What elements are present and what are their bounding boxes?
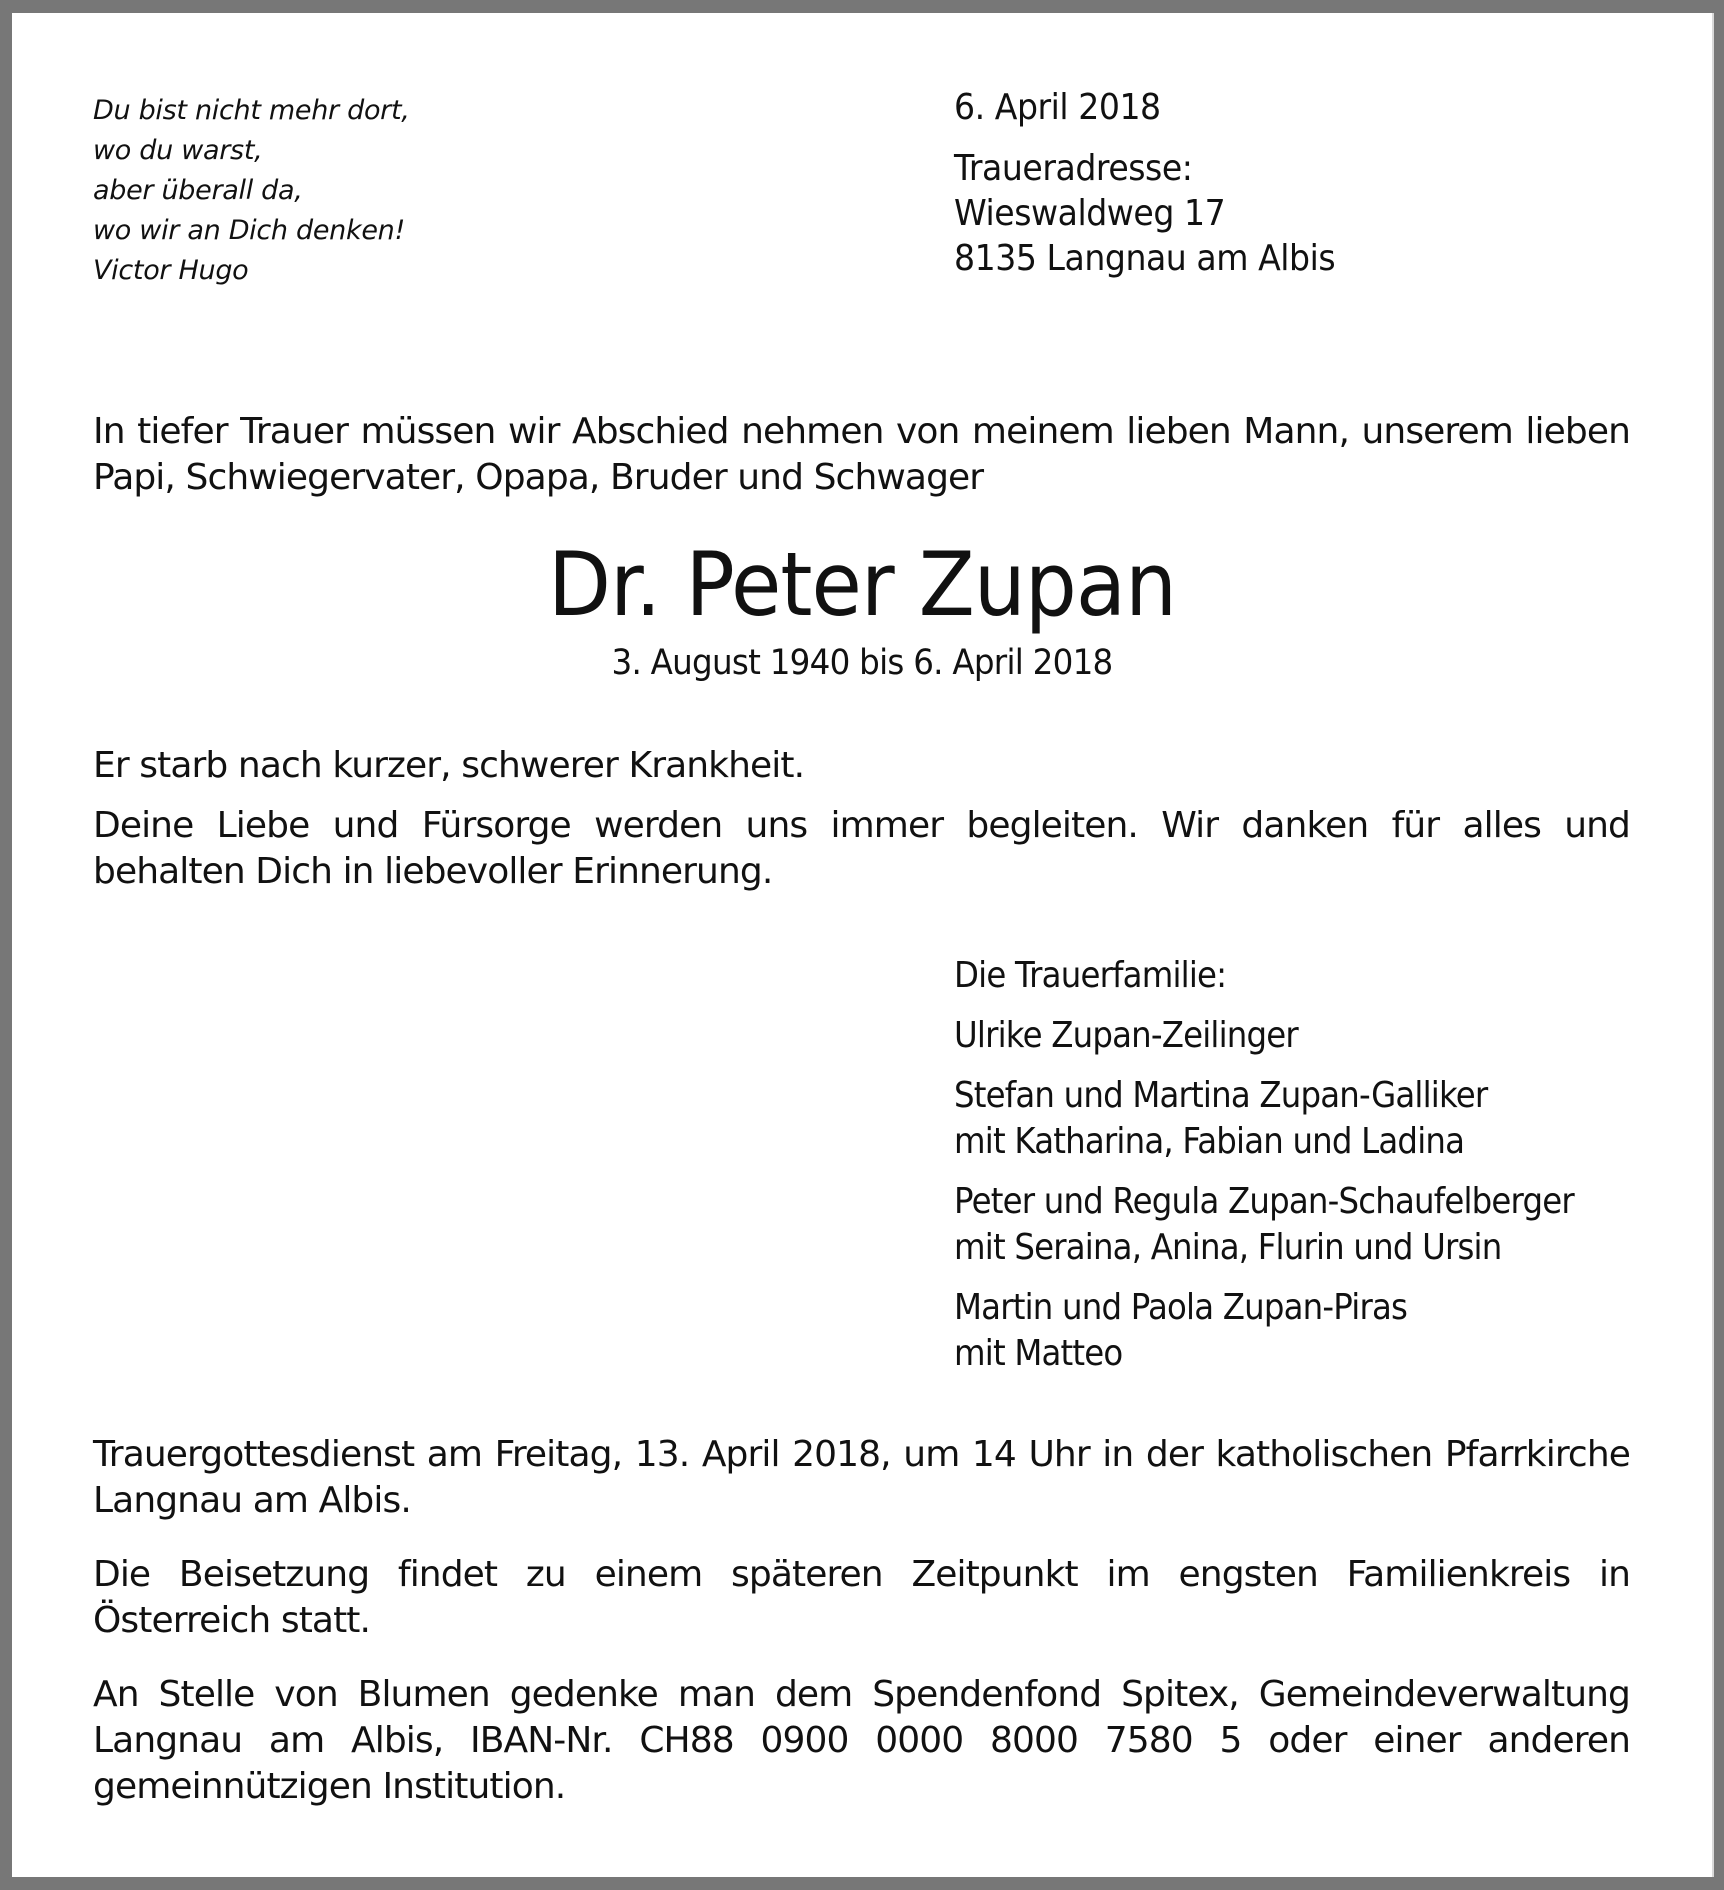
family-group — [954, 1179, 1574, 1271]
family-member: Peter und Regula Zupan-Schaufelberger — [954, 1181, 1574, 1222]
family-list — [954, 953, 1574, 1391]
poem-line: Du bist nicht mehr dort, — [93, 95, 410, 126]
poem-quote — [93, 91, 410, 291]
poem-line: wo du warst, — [93, 135, 263, 166]
deceased-lifespan: 3. August 1940 bis 6. April 2018 — [611, 643, 1113, 683]
poem-author: Victor Hugo — [93, 255, 249, 286]
address-label: Traueradresse: — [954, 148, 1193, 189]
poem-line: aber überall da, — [93, 175, 303, 206]
intro-text: In tiefer Trauer müssen wir Abschied nehmen von meinem lieben Mann, unserem lieben Papi, Schwiegervater, Opapa, Bruder und Schwager — [93, 411, 1630, 498]
header-info — [954, 85, 1335, 281]
family-label: Die Trauerfamilie: — [954, 955, 1227, 996]
donation-notice: An Stelle von Blumen gedenke man dem Spendenfond Spitex, Gemeindeverwaltung Langnau am Albis, IBAN-Nr. CH88 0900 0000 8000 7580 5 oder einer anderen gemeinnützigen Institution. — [93, 1674, 1630, 1807]
notice-date: 6. April 2018 — [954, 87, 1161, 128]
family-children: mit Seraina, Anina, Flurin und Ursin — [954, 1227, 1502, 1268]
family-member: Ulrike Zupan-Zeilinger — [954, 1015, 1298, 1056]
family-children: mit Katharina, Fabian und Ladina — [954, 1121, 1465, 1162]
family-group — [954, 1073, 1574, 1165]
deceased-name: Dr. Peter Zupan — [547, 533, 1177, 636]
message-cause: Er starb nach kurzer, schwerer Krankheit. — [93, 745, 805, 786]
family-member: Stefan und Martina Zupan-Galliker — [954, 1075, 1488, 1116]
address-city: 8135 Langnau am Albis — [954, 238, 1336, 279]
obituary-page — [12, 13, 1714, 1877]
burial-notice: Die Beisetzung findet zu einem späteren Zeitpunkt im engsten Familienkreis in Österreich statt. — [93, 1554, 1630, 1641]
message-thanks: Deine Liebe und Fürsorge werden uns immer begleiten. Wir danken für alles und behalten Dich in liebevoller Erinnerung. — [93, 805, 1630, 892]
address-street: Wieswaldweg 17 — [954, 193, 1226, 234]
service-notice: Trauergottesdienst am Freitag, 13. April 2018, um 14 Uhr in der katholischen Pfarrkirche Langnau am Albis. — [93, 1434, 1630, 1521]
family-children: mit Matteo — [954, 1333, 1123, 1374]
poem-line: wo wir an Dich denken! — [93, 215, 405, 246]
family-member: Martin und Paola Zupan-Piras — [954, 1287, 1408, 1328]
family-group — [954, 1285, 1574, 1377]
family-group — [954, 1013, 1574, 1059]
